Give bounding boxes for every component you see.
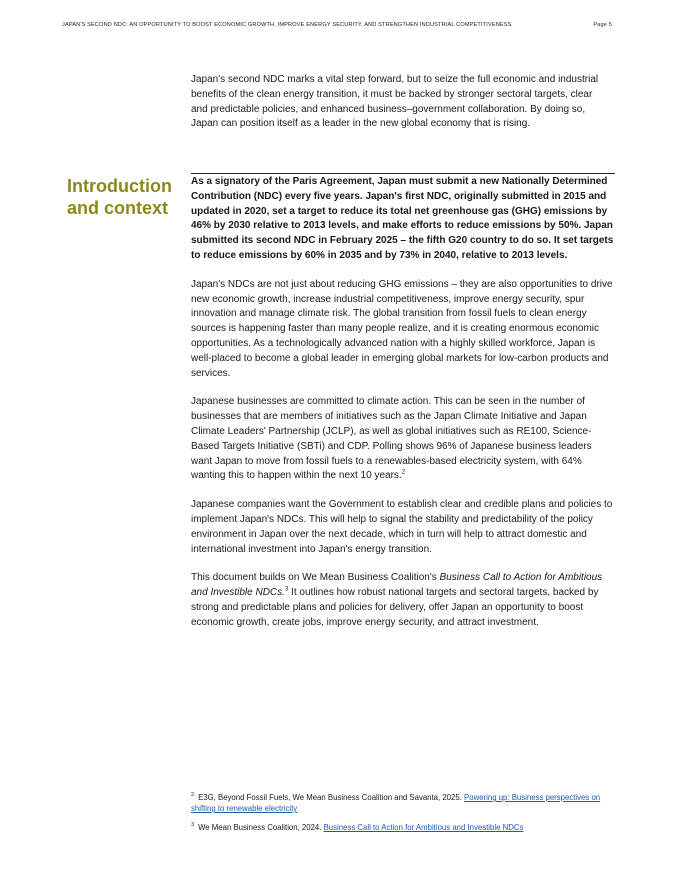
footnote-text: E3G, Beyond Fossil Fuels, We Mean Business Coalition and Savanta, 2025. [198, 793, 465, 802]
body-paragraph-2 [191, 395, 615, 484]
body-paragraph-4-start: This document builds on We Mean Business Coalition's [191, 572, 440, 584]
footnote-item [191, 792, 615, 814]
footnote-ref-2[interactable]: 2 [401, 470, 406, 477]
document-title-reference: Business Call to Action for Ambitious and Investible NDCs. [191, 572, 603, 599]
body-paragraph-4-end: It outlines how robust national targets and sectoral targets, backed by strong and predictable plans and policies for delivery, offer Japan an opportunity to boost economic growth, create jobs, improve energy security, and attract investment. [191, 587, 599, 628]
body-paragraph-3: Japanese companies want the Government to establish clear and credible plans and policies to implement Japan's NDCs. This will help to signal the stability and predictability of the policy environment in Japan over the next decade, which in turn will help to attract domestic and international investment into Japan's energy transition. [191, 499, 613, 555]
footnote-number: 2 [191, 792, 195, 799]
footnote-link[interactable]: Powering up: Business perspectives on shifting to renewable electricity [191, 793, 601, 813]
page-number: Page 5 [593, 22, 612, 28]
footnote-text: We Mean Business Coalition, 2024. [198, 823, 324, 832]
section-body [191, 175, 615, 645]
body-paragraph-2-text: Japanese businesses are committed to climate action. This can be seen in the number of businesses that are members of initiatives such as the Japan Climate Initiative and Japan Climate Leaders' Partnership (JCLP), as well as global initiatives such as RE100, Science-Based Targets Initiative (SBTi) and CDP. Polling shows 96% of Japanese business leaders want Japan to move from fossil fuels to a renewables-based electricity system, with 64% wanting this to happen within the next 10 years. [191, 396, 592, 482]
intro-paragraph: Japan's second NDC marks a vital step forward, but to seize the full economic and industrial benefits of the clean energy transition, it must be backed by stronger sectoral targets, clear and predictable policies, and enhanced business–government collaboration. By doing so, Japan can position itself as a leader in the new global economy that is rising. [191, 74, 599, 130]
footnote-link[interactable]: Business Call to Action for Ambitious and Investible NDCs [323, 823, 524, 832]
footnotes [191, 792, 615, 841]
footnote-item [191, 822, 615, 833]
section-divider [191, 173, 615, 174]
document-title: JAPAN'S SECOND NDC: AN OPPORTUNITY TO BOOST ECONOMIC GROWTH, IMPROVE ENERGY SECURITY, AND STRENGTHEN INDUSTRIAL COMPETITIVENESS [62, 22, 512, 28]
body-paragraph-1: Japan's NDCs are not just about reducing GHG emissions – they are also opportunities to drive new economic growth, increase industrial competitiveness, improve energy security, spur innovation and manage climate risk. The global transition from fossil fuels to clean energy sources is happening faster than many people realize, and it is creating enormous economic opportunities. As a technologically advanced nation with a highly skilled workforce, Japan is well-placed to become a global leader in emerging global markets for low-carbon products and services. [191, 278, 613, 379]
section-title: Introduction and context [67, 176, 172, 218]
body-paragraph-4 [191, 571, 615, 630]
footnote-number: 3 [191, 822, 195, 829]
lead-paragraph: As a signatory of the Paris Agreement, Japan must submit a new Nationally Determined Contribution (NDC) every five years. Japan's first NDC, originally submitted in 2015 and updated in 2020, set a target to reduce its total net greenhouse gas (GHG) emissions by 46% by 2030 relative to 2013 levels, and make efforts to reduce emissions by 50%. Japan submitted its second NDC in February 2025 – the fifth G20 country to do so. It set targets to reduce emissions by 60% in 2035 and by 73% in 2040, relative to 2013 levels. [191, 176, 614, 261]
footnote-ref-3[interactable]: 3 [284, 586, 289, 593]
